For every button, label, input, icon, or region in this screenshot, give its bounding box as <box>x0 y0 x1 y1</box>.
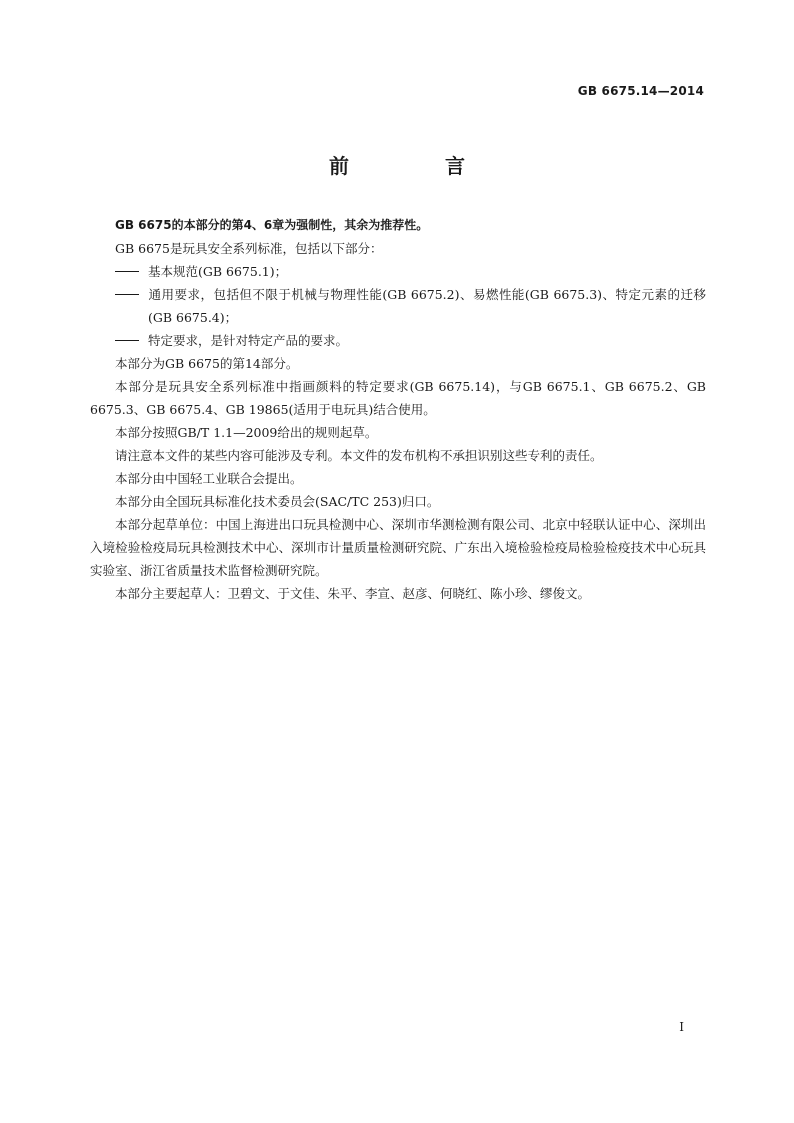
dash-icon <box>115 329 148 352</box>
list-item-text: 基本规范(GB 6675.1)； <box>148 264 288 279</box>
paragraph-part-number: 本部分为GB 6675的第14部分。 <box>115 356 299 371</box>
page-number: I <box>679 1020 684 1034</box>
paragraph-drafters: 本部分主要起草人：卫碧文、于文佳、朱平、李宣、赵彦、何晓红、陈小珍、缪俊文。 <box>115 586 591 601</box>
list-item <box>90 283 706 329</box>
paragraph-series-intro: GB 6675是玩具安全系列标准，包括以下部分： <box>115 241 383 256</box>
document-body <box>90 214 706 605</box>
dash-icon <box>115 283 148 306</box>
standard-number: GB 6675.14—2014 <box>577 84 704 98</box>
list-item-text: 特定要求，是针对特定产品的要求。 <box>148 333 349 348</box>
paragraph-scope: 本部分是玩具安全系列标准中指画颜料的特定要求(GB 6675.14)，与GB 6675.1、GB 6675.2、GB 6675.3、GB 6675.4、GB 19865(适用于电玩具)结合使用。 <box>90 379 706 417</box>
paragraph-mandatory-clauses: GB 6675的本部分的第4、6章为强制性，其余为推荐性。 <box>115 218 429 232</box>
paragraph-patent-notice: 请注意本文件的某些内容可能涉及专利。本文件的发布机构不承担识别这些专利的责任。 <box>115 448 603 463</box>
dash-icon <box>115 260 148 283</box>
paragraph-drafting-rules: 本部分按照GB/T 1.1—2009给出的规则起草。 <box>115 425 378 440</box>
list-item-text: 通用要求，包括但不限于机械与物理性能(GB 6675.2)、易燃性能(GB 6675.3)、特定元素的迁移(GB 6675.4)； <box>148 287 706 325</box>
paragraph-drafting-units: 本部分起草单位：中国上海进出口玩具检测中心、深圳市华测检测有限公司、北京中轻联认证中心、深圳出入境检验检疫局玩具检测技术中心、深圳市计量质量检测研究院、广东出入境检验检疫局检验检疫技术中心玩具实验室、浙江省质量技术监督检测研究院。 <box>90 517 706 578</box>
list-item <box>90 329 706 352</box>
page-title: 前 言 <box>329 154 503 178</box>
paragraph-proposed-by: 本部分由中国轻工业联合会提出。 <box>115 471 303 486</box>
list-item <box>90 260 706 283</box>
paragraph-centralized-by: 本部分由全国玩具标准化技术委员会(SAC/TC 253)归口。 <box>115 494 440 509</box>
